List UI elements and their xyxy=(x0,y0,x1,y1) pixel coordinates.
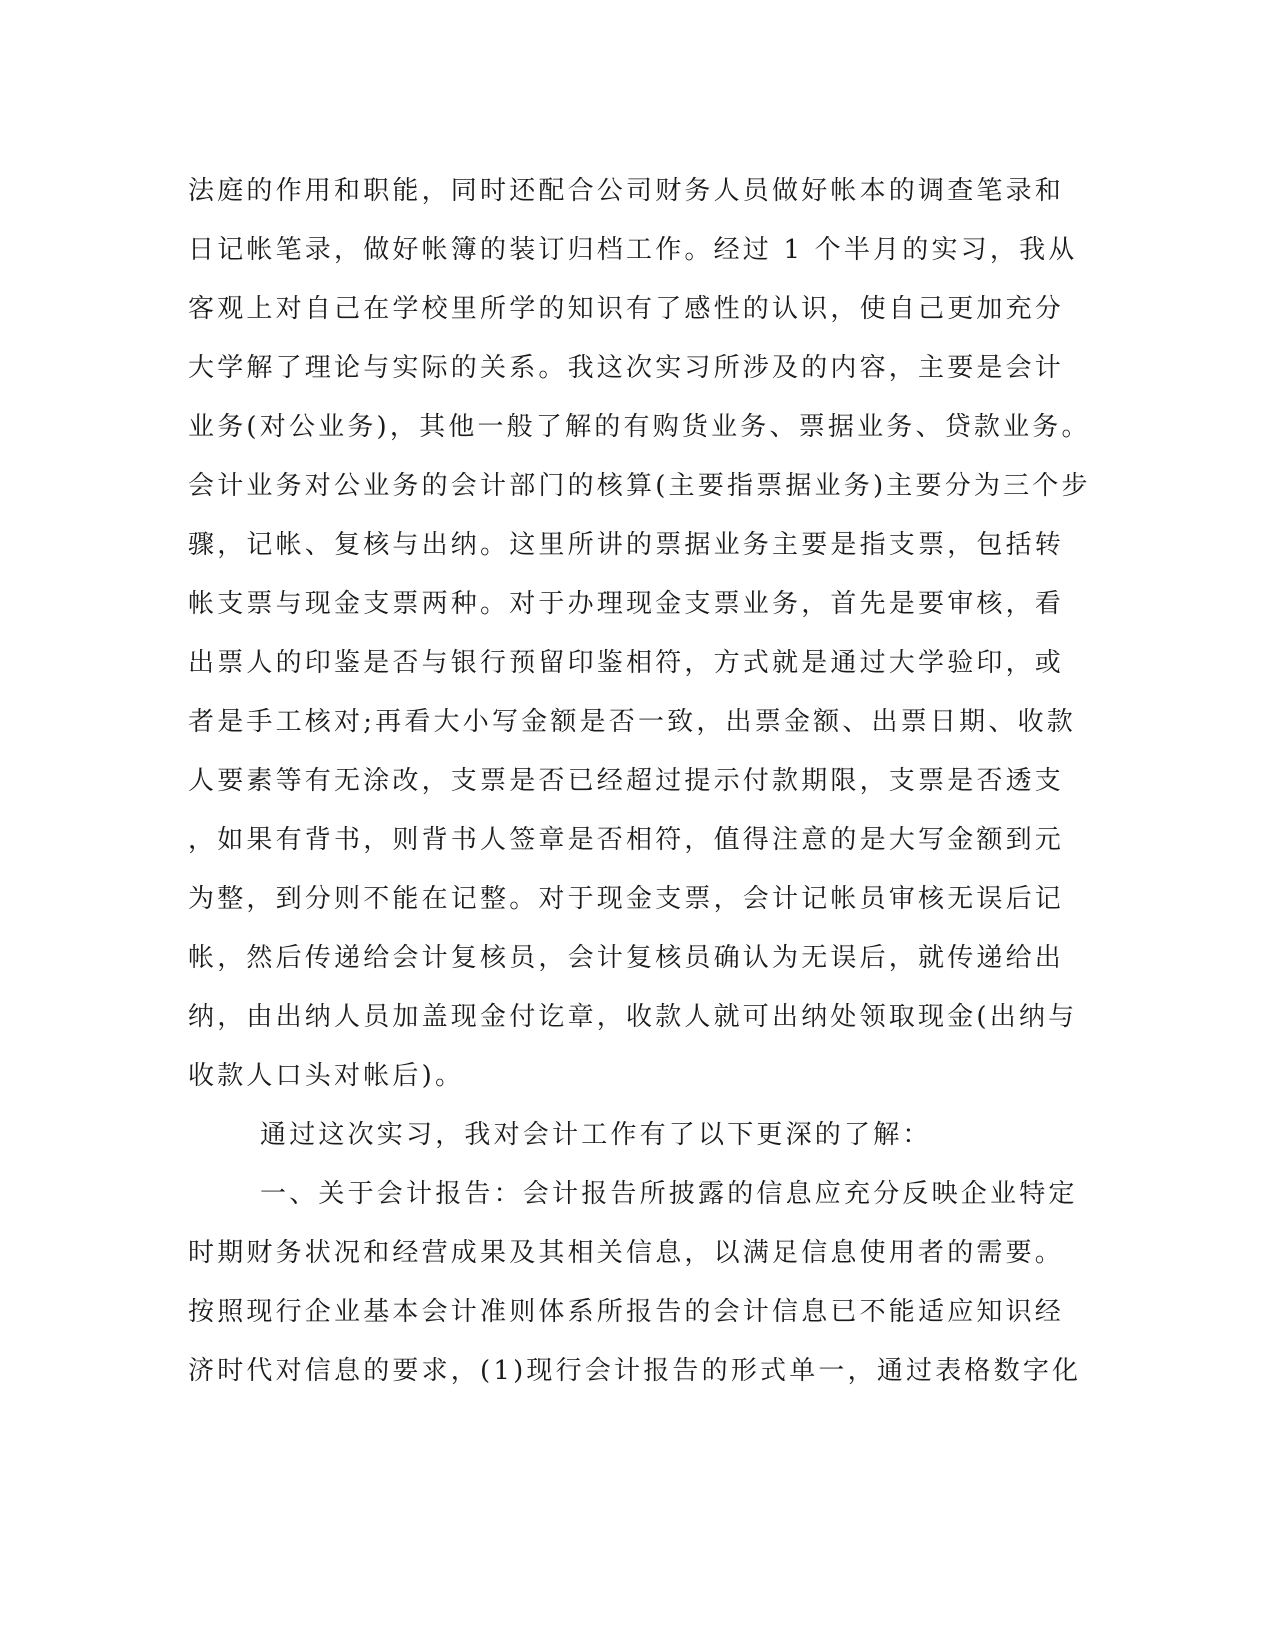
text-line: 客观上对自己在学校里所学的知识有了感性的认识，使自己更加充分 xyxy=(188,294,1065,324)
text-line: 法庭的作用和职能，同时还配合公司财务人员做好帐本的调查笔录和 xyxy=(188,176,1065,206)
text-line: 帐，然后传递给会计复核员，会计复核员确认为无误后，就传递给出 xyxy=(188,943,1065,973)
text-line: 帐支票与现金支票两种。对于办理现金支票业务，首先是要审核，看 xyxy=(188,589,1065,619)
text-line: 纳，由出纳人员加盖现金付讫章，收款人就可出纳处领取现金(出纳与 xyxy=(188,1002,1078,1032)
text-line: 一、关于会计报告：会计报告所披露的信息应充分反映企业特定 xyxy=(260,1179,1078,1209)
text-line: 人要素等有无涂改，支票是否已经超过提示付款期限，支票是否透支 xyxy=(188,766,1065,796)
text-line: 为整，到分则不能在记整。对于现金支票，会计记帐员审核无误后记 xyxy=(188,884,1065,914)
text-line: 出票人的印鉴是否与银行预留印鉴相符，方式就是通过大学验印，或 xyxy=(188,648,1065,678)
text-line: 收款人口头对帐后)。 xyxy=(188,1061,465,1091)
body-text xyxy=(188,162,1091,1401)
text-line: 时期财务状况和经营成果及其相关信息，以满足信息使用者的需要。 xyxy=(188,1238,1065,1268)
text-line: 大学解了理论与实际的关系。我这次实习所涉及的内容，主要是会计 xyxy=(188,353,1065,383)
text-line: 日记帐笔录，做好帐簿的装订归档工作。经过 1 个半月的实习，我从 xyxy=(188,235,1078,265)
text-line: ，如果有背书，则背书人签章是否相符，值得注意的是大写金额到元 xyxy=(188,825,1065,855)
text-line: 济时代对信息的要求，(1)现行会计报告的形式单一，通过表格数字化 xyxy=(188,1356,1082,1386)
text-line: 会计业务对公业务的会计部门的核算(主要指票据业务)主要分为三个步 xyxy=(188,471,1091,501)
text-line: 骤，记帐、复核与出纳。这里所讲的票据业务主要是指支票，包括转 xyxy=(188,530,1065,560)
text-line: 按照现行企业基本会计准则体系所报告的会计信息已不能适应知识经 xyxy=(188,1297,1065,1327)
text-line: 通过这次实习，我对会计工作有了以下更深的了解： xyxy=(260,1120,932,1150)
text-line: 者是手工核对;再看大小写金额是否一致，出票金额、出票日期、收款 xyxy=(188,707,1076,737)
text-line: 业务(对公业务)，其他一般了解的有购货业务、票据业务、贷款业务。 xyxy=(188,412,1091,442)
